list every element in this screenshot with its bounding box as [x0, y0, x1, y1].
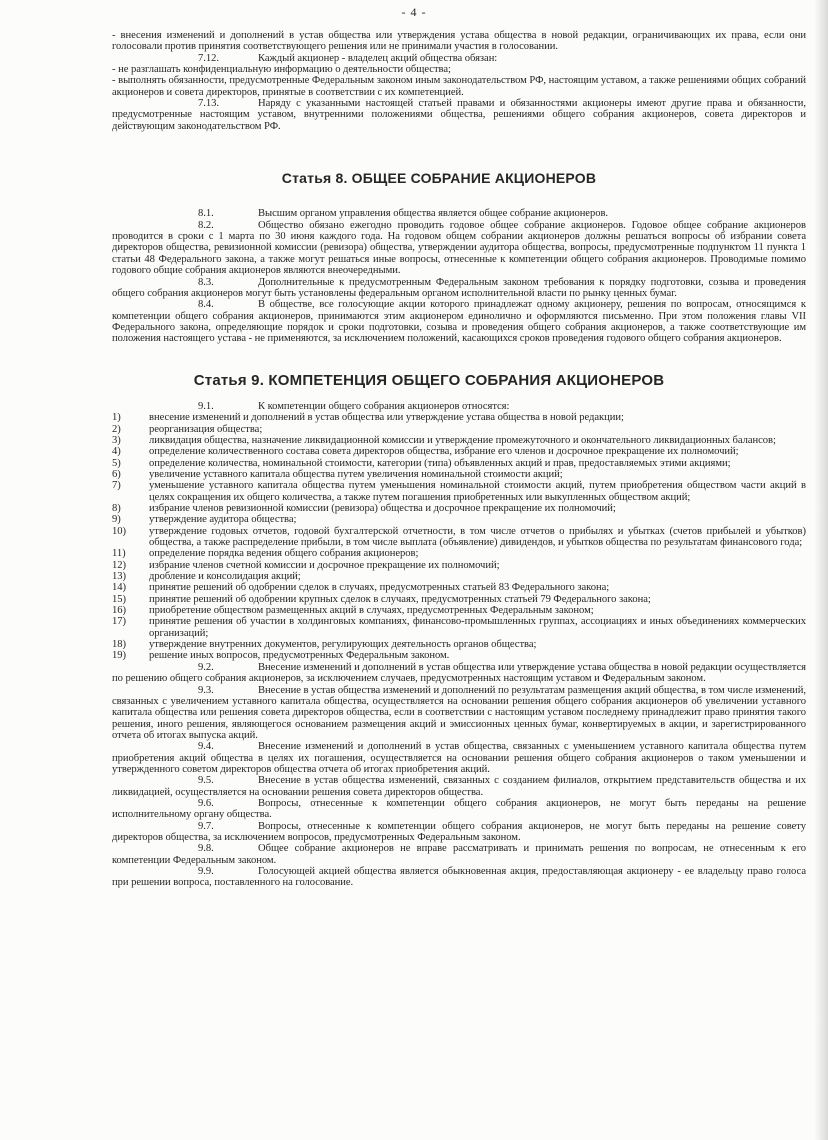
list-item-number: 6): [112, 468, 121, 480]
paragraph-number: 9.4.: [198, 741, 214, 753]
list-item: [112, 639, 806, 650]
paragraph-7-11-end: - внесения изменений и дополнений в устав общества или утверждения устава общества в новой редакции, ограничивающих их права, если они голосовали против принятия соответствующего решения или не принимали участия в голосовании.: [112, 30, 806, 53]
list-item: [112, 571, 806, 582]
list-item: [112, 412, 806, 423]
list-item: [112, 424, 806, 435]
list-item-number: 17): [112, 616, 126, 628]
list-item: [112, 548, 806, 559]
page-number: - 4 -: [401, 5, 427, 19]
paragraph-8-3: [112, 277, 806, 300]
paragraph-text: Наряду с указанными настоящей статьей правами и обязанностями акционеры имеют другие права и обязанности, предусмотренные настоящим уставом, внутренними положениями общества, решениями общего собрания акционеров, совета директоров и действующим законодательством РФ.: [112, 98, 806, 132]
paragraph-number: 9.6.: [198, 797, 214, 809]
list-item-number: 7): [112, 480, 121, 492]
bullet-confidentiality: - не разглашать конфиденциальную информацию о деятельности общества;: [112, 64, 451, 76]
paragraph-text: Общество обязано ежегодно проводить годовое общее собрание акционеров. Годовое общее собрание акционеров проводится в сроки с 1 марта по 30 июня каждого года. На годовом общем собрании акционеров должны решаться вопросы об избрании совета директоров общества, ревизионной комиссии (ревизора) общества, утверждении аудитора общества, вопросы, предусмотренные подпунктом 11 пункта 1 статьи 48 Федерального закона, а также могут решаться иные вопросы, отнесенные к компетенции общего собрания акционеров. Проводимые помимо годового общие собрания акционеров являются внеочередными.: [112, 219, 806, 277]
list-item-text: определение порядка ведения общего собрания акционеров;: [149, 548, 419, 560]
article-8-title: Статья 8. ОБЩЕЕ СОБРАНИЕ АКЦИОНЕРОВ: [281, 170, 597, 187]
paragraph-9-4: [112, 741, 806, 775]
paragraph-7-12: [112, 53, 806, 64]
list-item: [112, 469, 806, 480]
paragraph-number: 7.12.: [198, 52, 219, 64]
list-item-number: 14): [112, 582, 126, 594]
bullet-obligations: - выполнять обязанности, предусмотренные Федеральным законом иным законодательством РФ, настоящим уставом, а также решениями общих собраний акционеров и совета директоров, принятые в соответствии с их компетенцией.: [112, 75, 806, 98]
paragraph-number: 8.4.: [198, 299, 214, 311]
paragraph-text: Внесение изменений и дополнений в устав общества или утверждение устава общества в новой редакции осуществляется по решению общего собрания акционеров, за исключением случаев, предусмотренных настоящим уставом и Федеральным законом.: [112, 661, 806, 685]
paragraph-text: Внесение изменений и дополнений в устав общества, связанных с уменьшением уставного капитала общества путем приобретения акций общества в целях их погашения, осуществляется на основании решения общего собрания акционеров о таком уменьшении и утвержденного советом директоров общества отчета об итогах приобретения акций.: [112, 741, 806, 775]
list-item-number: 4): [112, 446, 121, 458]
paragraph-text: Внесение в устав общества изменений, связанных с созданием филиалов, открытием представительств общества и их ликвидацией, осуществляется на основании решения совета директоров общества.: [112, 775, 806, 798]
article-8-body: [112, 208, 806, 344]
list-item-text: избрание членов ревизионной комиссии (ревизора) общества и досрочное прекращение их полномочий;: [149, 503, 616, 514]
list-item-text: уменьшение уставного капитала общества путем уменьшения номинальной стоимости акций, путем приобретения обществом части акций в целях сокращения их общего количества, а также путем погашения приобретенных или выкупленных обществом акций;: [149, 480, 806, 503]
list-item: [112, 503, 806, 514]
list-item: [112, 605, 806, 616]
list-item: [112, 582, 806, 593]
paragraph-8-4: [112, 299, 806, 344]
list-item-number: 8): [112, 503, 121, 514]
paragraph-number: 9.3.: [198, 684, 214, 696]
scan-edge-shadow: [814, 0, 828, 1140]
section-7-tail: [112, 30, 806, 132]
list-item-text: приобретение обществом размещенных акций в случаях, предусмотренных Федеральным законом;: [149, 605, 594, 617]
list-item-number: 2): [112, 423, 121, 435]
list-item-text: реорганизация общества;: [149, 423, 263, 435]
paragraph-9-9: [112, 866, 806, 889]
paragraph-number: 8.3.: [198, 276, 214, 288]
article-9-paragraphs: [112, 662, 806, 889]
article-9-title: Статья 9. КОМПЕТЕНЦИЯ ОБЩЕГО СОБРАНИЯ АКЦИОНЕРОВ: [193, 371, 665, 389]
paragraph-number: 9.1.: [198, 400, 214, 412]
paragraph-9-3: [112, 685, 806, 742]
paragraph-8-2: [112, 220, 806, 277]
list-item-number: 12): [112, 559, 126, 571]
paragraph-number: 8.1.: [198, 208, 214, 220]
paragraph-text: Внесение в устав общества изменений и дополнений по результатам размещения акций общества, в том числе изменений, связанных с увеличением уставного капитала общества, осуществляется на основании решения общего собрания акционеров об увеличении уставного капитала общества или решения совета директоров общества, если в соответствии с настоящим уставом последнему принадлежит право принятия такого решения, иного решения, являющегося основанием размещения акций и эмиссионных ценных бумаг, конвертируемых в акции, и зарегистрированного отчета об итогах выпуска акций.: [112, 684, 806, 741]
list-item: [112, 650, 806, 661]
paragraph-text: Вопросы, отнесенные к компетенции общего собрания акционеров, не могут быть переданы на решение совету директоров общества, за исключением вопросов, предусмотренных Федеральным законом.: [112, 820, 806, 843]
list-item-text: принятие решения об участии в холдинговых компаниях, финансово-промышленных группах, ассоциациях и иных объединениях коммерческих организаций;: [149, 616, 806, 639]
paragraph-8-1: [112, 208, 806, 219]
list-item-number: 13): [112, 571, 126, 583]
paragraph-number: 7.13.: [198, 98, 219, 110]
list-item: [112, 458, 806, 469]
list-item: [112, 526, 806, 549]
list-item-text: утверждение аудитора общества;: [149, 514, 297, 526]
paragraph-7-13: [112, 98, 806, 132]
list-item-text: решение иных вопросов, предусмотренных Федеральным законом.: [149, 650, 450, 662]
list-item-number: 18): [112, 639, 126, 651]
paragraph-text: Каждый акционер - владелец акций общества обязан:: [258, 52, 498, 64]
list-item-number: 3): [112, 434, 121, 446]
list-item: [112, 616, 806, 639]
paragraph-text: Вопросы, отнесенные к компетенции общего собрания акционеров, не могут быть переданы на решение исполнительному органу общества.: [112, 797, 806, 821]
list-item-text: определение количества, номинальной стоимости, категории (типа) объявленных акций и прав, предоставляемых этими акциями;: [149, 457, 731, 469]
list-item-number: 9): [112, 514, 121, 526]
list-item: [112, 594, 806, 605]
paragraph-number: 9.9.: [198, 866, 214, 877]
list-item-number: 1): [112, 412, 121, 424]
article-9-body: [112, 401, 806, 889]
paragraph-9-2: [112, 662, 806, 685]
competence-list: [112, 412, 806, 662]
list-item-text: избрание членов счетной комиссии и досрочное прекращение их полномочий;: [149, 559, 500, 571]
list-item: [112, 480, 806, 503]
list-item-text: утверждение внутренних документов, регулирующих деятельность органов общества;: [149, 639, 537, 651]
list-item-number: 10): [112, 525, 126, 537]
paragraph-text: Голосующей акцией общества является обыкновенная акция, предоставляющая акционеру - ее владельцу право голоса при решении вопроса, поставленного на голосование.: [112, 866, 806, 889]
list-item-number: 19): [112, 650, 126, 662]
paragraph-9-7: [112, 821, 806, 844]
paragraph-9-1: [112, 401, 806, 412]
list-item-number: 15): [112, 593, 126, 605]
paragraph-9-6: [112, 798, 806, 821]
paragraph-9-5: [112, 775, 806, 798]
paragraph-text: Общее собрание акционеров не вправе рассматривать и принимать решения по вопросам, не отнесенным к его компетенции Федеральным законом.: [112, 843, 806, 866]
list-item-text: дробление и консолидация акций;: [149, 571, 301, 583]
list-item-text: увеличение уставного капитала общества путем увеличения номинальной стоимости акций;: [149, 468, 563, 480]
paragraph-text: К компетенции общего собрания акционеров относятся:: [258, 400, 510, 412]
list-item-text: ликвидация общества, назначение ликвидационной комиссии и утверждение промежуточного и окончательного ликвидационных балансов;: [149, 434, 776, 446]
paragraph-text: Высшим органом управления общества является общее собрание акционеров.: [258, 208, 609, 220]
list-item-text: принятие решений об одобрении сделок в случаях, предусмотренных статьей 83 Федерального закона;: [149, 582, 610, 594]
list-item-text: определение количественного состава совета директоров общества, избрание его членов и досрочное прекращение их полномочий;: [149, 446, 739, 458]
list-item: [112, 514, 806, 525]
list-item-number: 16): [112, 605, 126, 617]
paragraph-number: 8.2.: [198, 219, 214, 231]
paragraph-text: Дополнительные к предусмотренным Федеральным законом требования к порядку подготовки, созыва и проведения общего собрания акционеров могут быть установлены федеральным органом исполнительной власти по рынку ценных бумаг.: [112, 276, 806, 299]
list-item-text: принятие решений об одобрении крупных сделок в случаях, предусмотренных статьей 79 Федерального закона;: [149, 593, 651, 605]
paragraph-number: 9.7.: [198, 820, 214, 832]
paragraph-number: 9.2.: [198, 661, 214, 673]
list-item-text: утверждение годовых отчетов, годовой бухгалтерской отчетности, в том числе отчетов о прибылях и убытках (счетов прибылей и убытков) общества, а также распределение прибыли, в том числе выплата (объявление) дивидендов, и убытков общества по результатам финансового года;: [149, 525, 806, 549]
paragraph-text: В обществе, все голосующие акции которого принадлежат одному акционеру, решения по вопросам, относящимся к компетенции общего собрания акционеров, принимаются этим акционером единолично и оформляются письменно. При этом положения главы VII Федерального закона, определяющие порядок и сроки подготовки, созыва и проведения общего собрания акционеров, а также соответствующие им положения настоящего устава - не применяются, за исключением положений, касающихся сроков проведения годового общего собрания акционеров.: [112, 299, 806, 345]
list-item-number: 11): [112, 548, 126, 560]
list-item-text: внесение изменений и дополнений в устав общества или утверждение устава общества в новой редакции;: [149, 412, 624, 424]
list-item: [112, 435, 806, 446]
paragraph-number: 9.5.: [198, 775, 214, 787]
list-item: [112, 560, 806, 571]
paragraph-9-8: [112, 843, 806, 866]
list-item: [112, 446, 806, 457]
list-item-number: 5): [112, 457, 121, 469]
paragraph-number: 9.8.: [198, 843, 214, 855]
